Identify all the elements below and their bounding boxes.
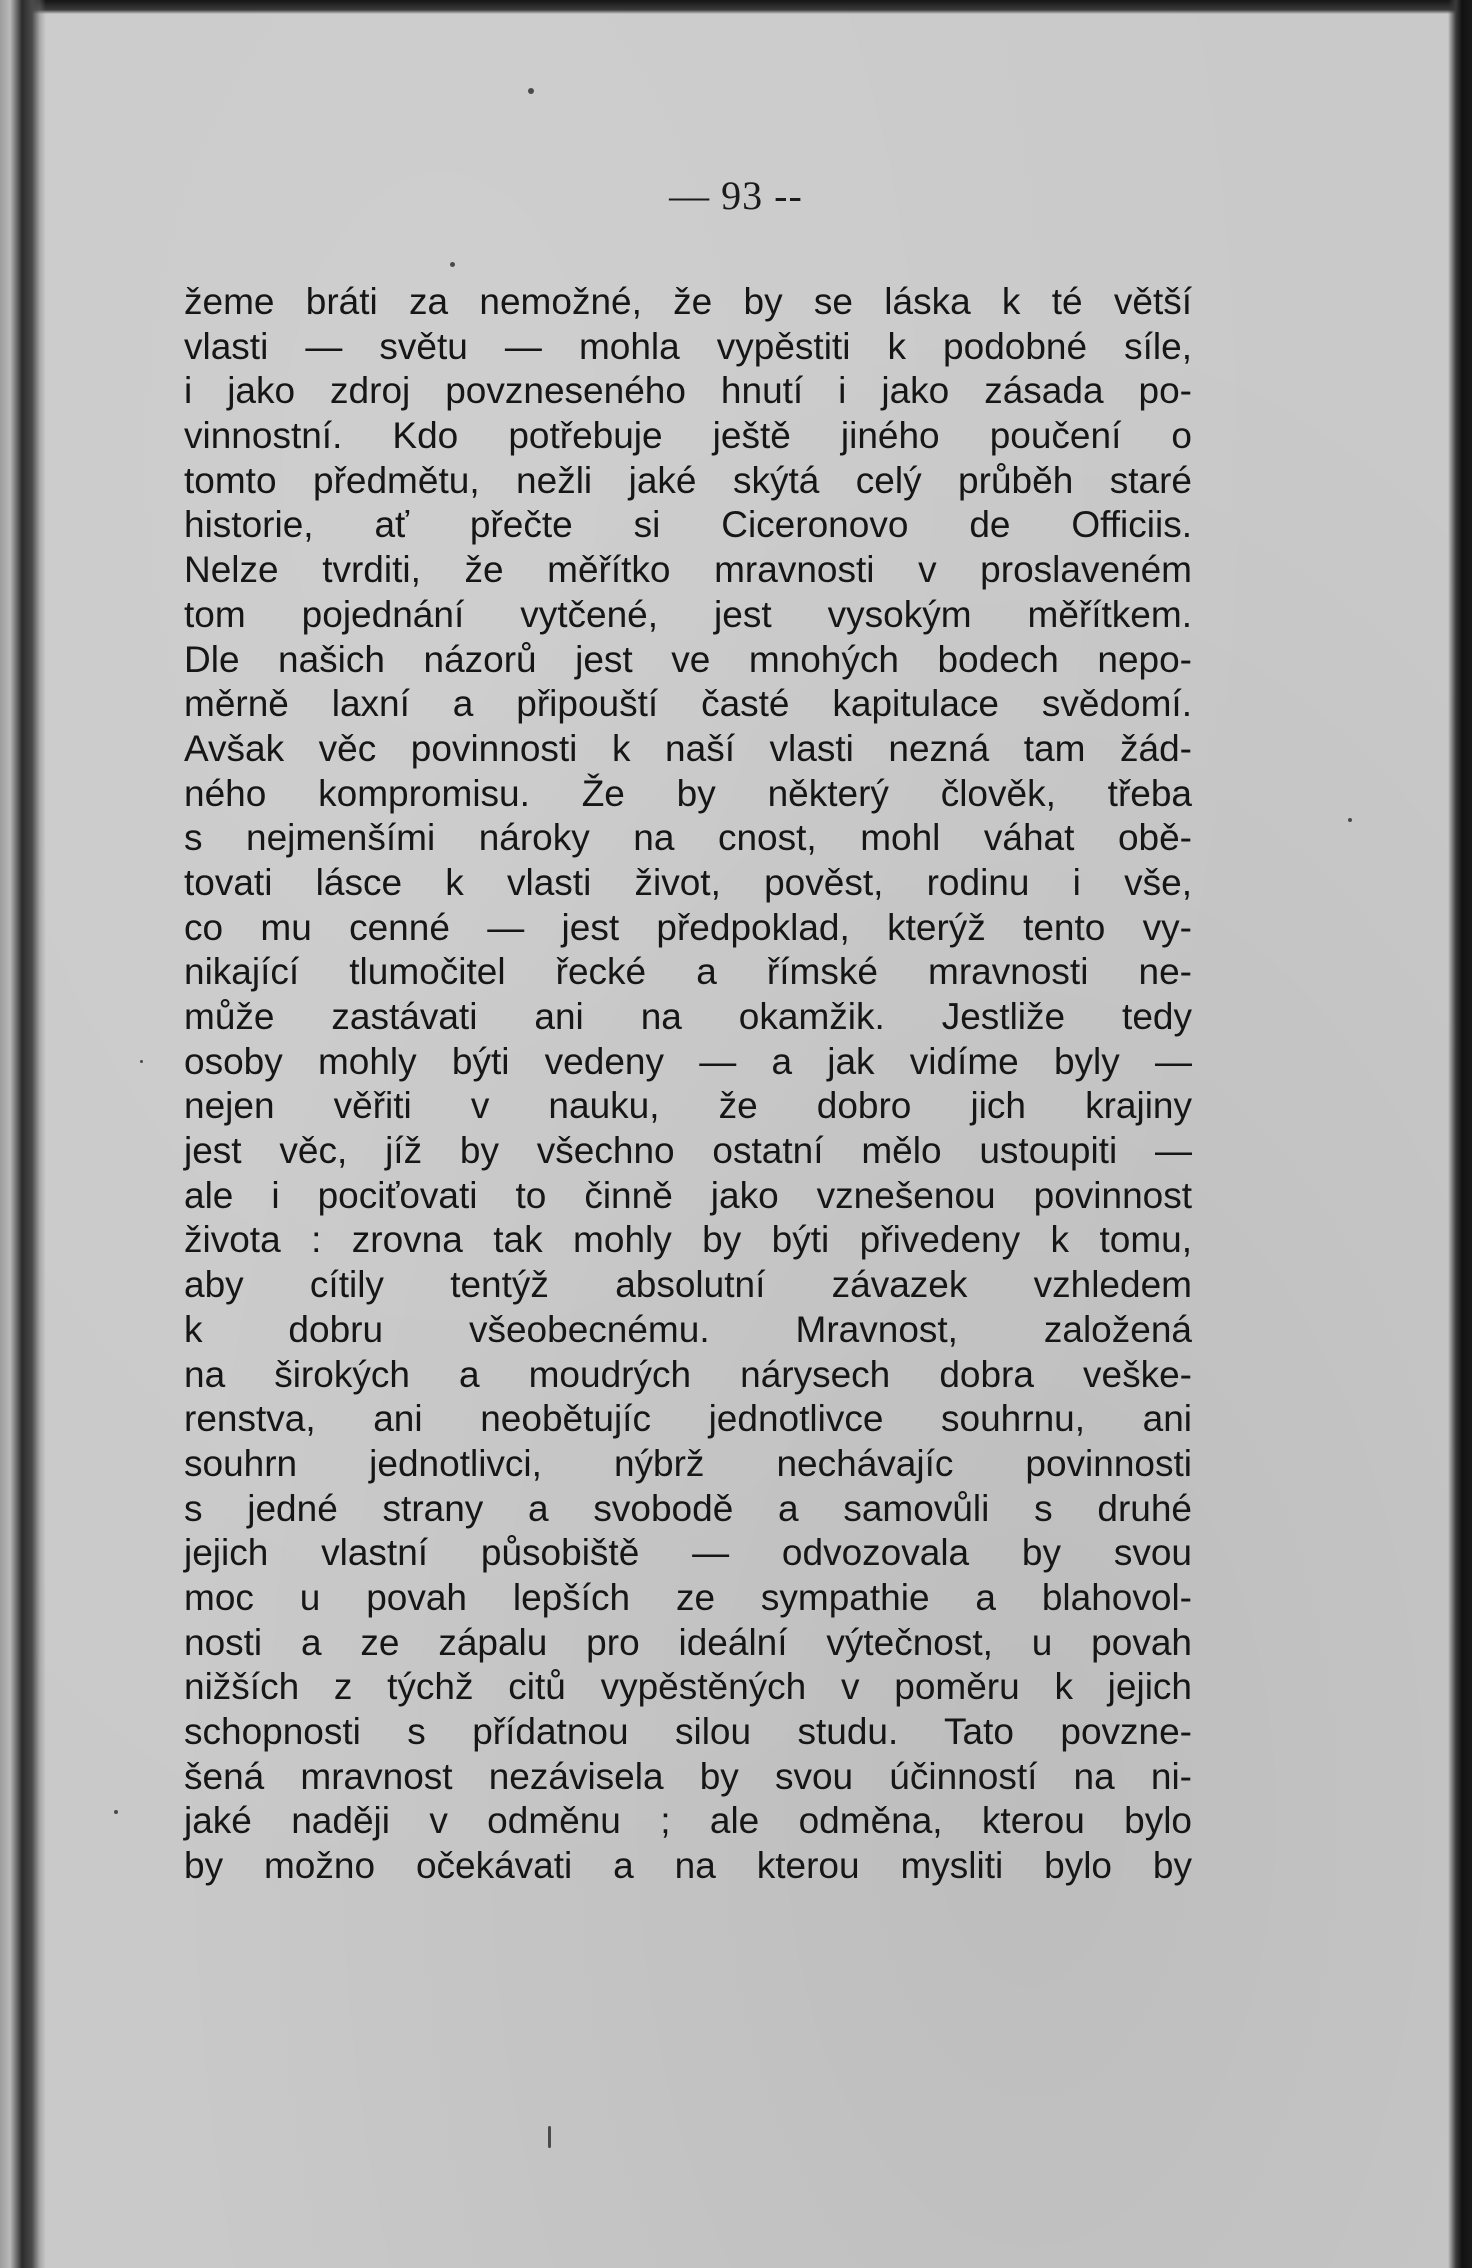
text-line: vlasti — světu — mohla vypěstiti k podobné síle,: [184, 325, 1192, 367]
text-line: co mu cenné — jest předpoklad, kterýž tento vy-: [184, 906, 1192, 948]
text-line: na širokých a moudrých nárysech dobra veške-: [184, 1353, 1192, 1395]
page-number: — 93 --: [669, 173, 803, 218]
text-line: moc u povah lepších ze sympathie a blahovol-: [184, 1576, 1192, 1618]
text-line: renstva, ani neobětujíc jednotlivce souhrnu, ani: [184, 1398, 1192, 1440]
scan-edge-top: [0, 0, 1472, 14]
dust-speck: [114, 1810, 118, 1814]
dust-speck: [140, 1060, 143, 1063]
text-line: žeme bráti za nemožné, že by se láska k té větší: [184, 281, 1192, 322]
text-line: nosti a ze zápalu pro ideální výtečnost, u povah: [184, 1621, 1192, 1663]
text-line: měrně laxní a připouští časté kapitulace svědomí.: [184, 683, 1192, 725]
dust-speck: [548, 2126, 551, 2148]
text-line: tom pojednání vytčené, jest vysokým měřítkem.: [184, 593, 1192, 635]
dust-speck: [528, 88, 534, 94]
text-line: Avšak věc povinnosti k naší vlasti nezná tam žád-: [184, 727, 1192, 769]
dust-speck: [450, 262, 455, 267]
text-line: by možno očekávati a na kterou mysliti bylo by: [184, 1845, 1192, 1887]
text-line: schopnosti s přídatnou silou studu. Tato povzne-: [184, 1711, 1192, 1752]
text-line: Dle našich názorů jest ve mnohých bodech nepo-: [184, 638, 1192, 680]
text-line: nižších z týchž citů vypěstěných v poměru k jejich: [184, 1666, 1192, 1708]
text-line: ale i pociťovati to činně jako vznešenou povinnost: [184, 1174, 1192, 1216]
dust-speck: [1348, 818, 1352, 822]
text-line: Nelze tvrditi, že měřítko mravnosti v proslaveném: [184, 549, 1192, 591]
text-line: aby cítily tentýž absolutní závazek vzhledem: [184, 1264, 1192, 1306]
text-line: historie, ať přečte si Ciceronovo de Officiis.: [184, 504, 1192, 546]
text-line: s nejmenšími nároky na cnost, mohl váhat obě-: [184, 817, 1192, 859]
text-line: souhrn jednotlivci, nýbrž nechávajíc povinnosti: [184, 1442, 1192, 1484]
text-line: nikající tlumočitel řecké a římské mravnosti ne-: [184, 951, 1192, 993]
text-line: ného kompromisu. Že by některý člověk, třeba: [184, 772, 1192, 814]
text-line: jejich vlastní působiště — odvozovala by svou: [184, 1532, 1192, 1574]
text-line: i jako zdroj povzneseného hnutí i jako zásada po-: [184, 370, 1192, 412]
text-line: osoby mohly býti vedeny — a jak vidíme byly —: [184, 1040, 1192, 1082]
text-line: k dobru všeobecnému. Mravnost, založená: [184, 1308, 1192, 1350]
text-line: nejen věřiti v nauku, že dobro jich krajiny: [184, 1085, 1192, 1127]
text-line: může zastávati ani na okamžik. Jestliže tedy: [184, 996, 1192, 1037]
text-line: jaké naději v odměnu ; ale odměna, kterou bylo: [184, 1800, 1192, 1842]
scan-edge-left: [0, 0, 46, 2268]
scan-edge-right: [1448, 0, 1472, 2268]
text-line: tovati lásce k vlasti život, pověst, rodinu i vše,: [184, 861, 1192, 903]
text-line: s jedné strany a svobodě a samovůli s druhé: [184, 1487, 1192, 1529]
body-text: [184, 280, 1192, 1889]
text-line: šená mravnost nezávisela by svou účinností na ni-: [184, 1755, 1192, 1797]
text-line: tomto předmětu, nežli jaké skýtá celý průběh staré: [184, 459, 1192, 501]
text-line: jest věc, jíž by všechno ostatní mělo ustoupiti —: [184, 1130, 1192, 1172]
text-line: vinnostní. Kdo potřebuje ještě jiného poučení o: [184, 415, 1192, 457]
text-line: života : zrovna tak mohly by býti přivedeny k tomu,: [184, 1219, 1192, 1261]
